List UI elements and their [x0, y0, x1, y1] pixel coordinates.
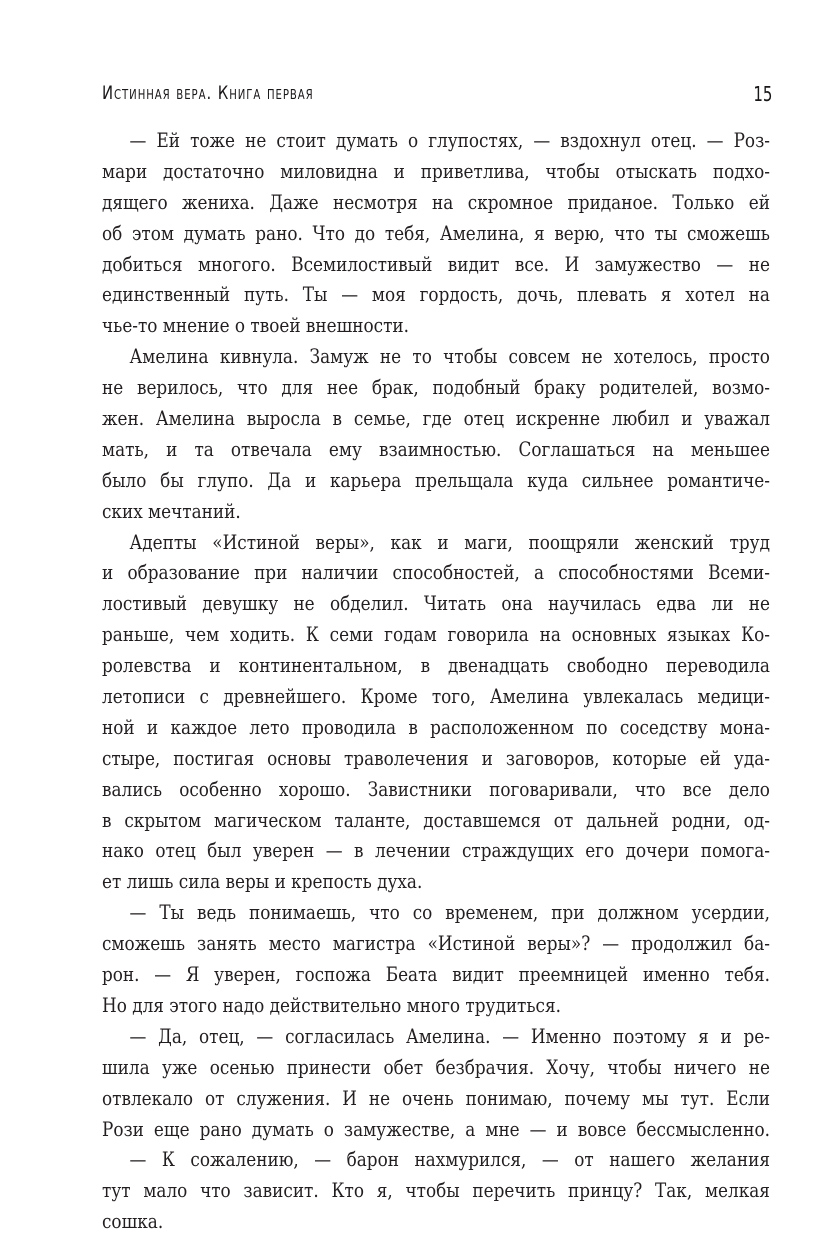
- text-line: ских мечтаний.: [102, 499, 241, 523]
- text-line: сможешь занять место магистра «Истиной веры»? — продолжил ба-: [102, 932, 770, 956]
- text-line: — К сожалению, — барон нахмурился, — от нашего желания: [129, 1148, 770, 1172]
- text-line: жен. Амелина выросла в семье, где отец искренне любил и уважал: [102, 407, 770, 431]
- text-line: об этом думать рано. Что до тебя, Амелина, я верю, что ты сможешь: [102, 221, 770, 245]
- text-line: тут мало что зависит. Кто я, чтобы перечить принцу? Так, мелкая: [102, 1179, 770, 1203]
- text-line: нако отец был уверен — в лечении страждущих его дочери помога-: [102, 839, 770, 863]
- text-line: ной и каждое лето проводила в расположенном по соседству мона-: [102, 715, 770, 739]
- text-line: ролевства и континентальном, в двенадцать свободно переводила: [102, 654, 770, 678]
- text-line: единственный путь. Ты — моя гордость, дочь, плевать я хотел на: [102, 283, 770, 307]
- text-line: в скрытом магическом таланте, доставшемся от дальней родни, од-: [102, 808, 770, 832]
- text-line: — Ты ведь понимаешь, что со временем, при должном усердии,: [129, 901, 770, 925]
- running-head: [102, 82, 772, 108]
- text-line: и образование при наличии способностей, а способностями Всеми-: [102, 561, 770, 585]
- text-line: мать, и та отвечала ему взаимностью. Соглашаться на меньшее: [102, 437, 770, 461]
- text-line: добиться многого. Всемилостивый видит все. И замужество — не: [102, 252, 770, 276]
- text-line: чье-то мнение о твоей внешности.: [102, 314, 410, 338]
- text-line: было бы глупо. Да и карьера прельщала куда сильнее романтиче-: [102, 468, 770, 492]
- text-line: Но для этого надо действительно много трудиться.: [102, 993, 561, 1017]
- text-line: дящего жениха. Даже несмотря на скромное приданое. Только ей: [102, 190, 770, 214]
- text-line: Амелина кивнула. Замуж не то чтобы совсем не хотелось, просто: [129, 345, 770, 369]
- text-line: отвлекало от служения. И не очень понимаю, почему мы тут. Если: [102, 1086, 770, 1110]
- text-line: — Да, отец, — согласилась Амелина. — Именно поэтому я и ре-: [129, 1024, 770, 1048]
- text-line: рон. — Я уверен, госпожа Беата видит преемницей именно тебя.: [102, 963, 770, 987]
- page-number: 15: [752, 82, 772, 106]
- text-line: летописи с древнейшего. Кроме того, Амелина увлекалась медици-: [102, 685, 770, 709]
- text-line: — Ей тоже не стоит думать о глупостях, — вздохнул отец. — Роз-: [129, 129, 770, 152]
- text-line: мари достаточно миловидна и приветлива, чтобы отыскать подхо-: [102, 159, 770, 183]
- body-text: [102, 126, 770, 1238]
- text-line: сошка.: [102, 1210, 164, 1234]
- text-line: не верилось, что для нее брак, подобный браку родителей, возмо-: [102, 376, 770, 400]
- text-line: стыре, постигая основы траволечения и заговоров, которые ей уда-: [102, 746, 770, 770]
- text-line: ет лишь сила веры и крепость духа.: [102, 870, 423, 894]
- text-line: вались особенно хорошо. Завистники поговаривали, что все дело: [102, 777, 770, 801]
- text-line: Рози еще рано думать о замужестве, а мне — и вовсе бессмысленно.: [102, 1117, 770, 1141]
- running-title: Истинная вера. Книга первая: [102, 82, 314, 104]
- text-line: Адепты «Истиной веры», как и маги, поощряли женский труд: [129, 530, 770, 554]
- text-line: лостивый девушку не обделил. Читать она научилась едва ли не: [102, 592, 770, 616]
- text-line: раньше, чем ходить. К семи годам говорила на основных языках Ко-: [102, 623, 770, 647]
- text-line: шила уже осенью принести обет безбрачия. Хочу, чтобы ничего не: [102, 1055, 770, 1079]
